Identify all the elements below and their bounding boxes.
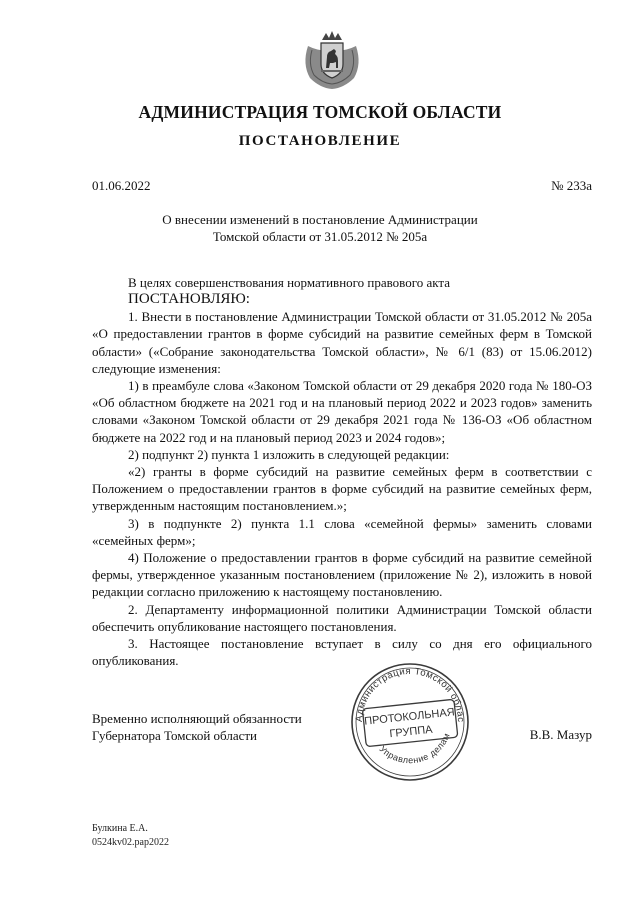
document-date: 01.06.2022 xyxy=(92,178,151,193)
document-number: № 233а xyxy=(551,178,592,193)
signatory-position xyxy=(92,710,302,744)
document-body xyxy=(92,274,592,669)
stamp-outer-text: Администрация Томской облас xyxy=(353,665,467,723)
protocol-stamp xyxy=(348,660,472,784)
decree-word: ПОСТАНОВЛЯЮ: xyxy=(128,291,250,308)
stamp-inner-line: ГРУППА xyxy=(388,723,434,741)
stamp-bottom-text: Управление делам xyxy=(377,731,452,766)
document-subject xyxy=(0,211,640,245)
paragraph: 2) подпункт 2) пункта 1 изложить в следующей редакции: xyxy=(128,446,450,462)
position-line: Временно исполняющий обязанности xyxy=(92,711,302,726)
paragraph: 1. Внести в постановление Администрации Томской области от 31.05.2012 № 205а «О предоставлении грантов в форме субсидий на развитие семейных ферм в Томской области» («Собрание законодательства Томской области», № 6/1 (83) от 15.06.2012) следующие изменения: xyxy=(92,309,592,376)
footer-note xyxy=(92,822,169,850)
signatory-name: В.В. Мазур xyxy=(529,727,592,742)
tomsk-coat-of-arms-icon xyxy=(300,30,364,90)
subject-line: О внесении изменений в постановление Администрации xyxy=(162,212,478,227)
footer-file: 0524kv02.pap2022 xyxy=(92,837,169,848)
paragraph: 3) в подпункте 2) пункта 1.1 слова «семейной фермы» заменить словами «семейных ферм»; xyxy=(92,515,592,548)
paragraph: «2) гранты в форме субсидий на развитие семейных ферм в соответствии с Положением о предоставлении грантов в форме субсидий на развитие семейных ферм, утвержденным настоящим постановлением.»; xyxy=(92,464,592,514)
document-type: ПОСТАНОВЛЕНИЕ xyxy=(238,133,402,149)
paragraph: 3. Настоящее постановление вступает в силу со дня его официального опубликования. xyxy=(92,636,592,669)
paragraph: 2. Департаменту информационной политики Администрации Томской области обеспечить опубликование настоящего постановления. xyxy=(92,601,592,634)
paragraph: 1) в преамбуле слова «Законом Томской области от 29 декабря 2020 года № 180-ОЗ «Об областном бюджете на 2021 год и на плановый период 2022 и 2023 годов» заменить словами «Законом Томской области от 29 декабря 2021 года № 136-ОЗ «Об областном бюджете на 2022 год и на плановый период 2023 и 2024 годов»; xyxy=(92,378,592,445)
organization-title: АДМИНИСТРАЦИЯ ТОМСКОЙ ОБЛАСТИ xyxy=(138,102,502,122)
position-line: Губернатора Томской области xyxy=(92,728,258,743)
subject-line: Томской области от 31.05.2012 № 205а xyxy=(212,229,428,244)
paragraph: 4) Положение о предоставлении грантов в форме субсидий на развитие семейной фермы, утвержденное указанным постановлением (приложение № 2), изложить в новой редакции согласно приложению к настоящему постановлению. xyxy=(92,550,592,600)
stamp-inner-line: ПРОТОКОЛЬНАЯ xyxy=(363,706,456,728)
preamble: В целях совершенствования нормативного правового акта xyxy=(128,275,451,290)
footer-author: Булкина Е.А. xyxy=(92,823,148,834)
